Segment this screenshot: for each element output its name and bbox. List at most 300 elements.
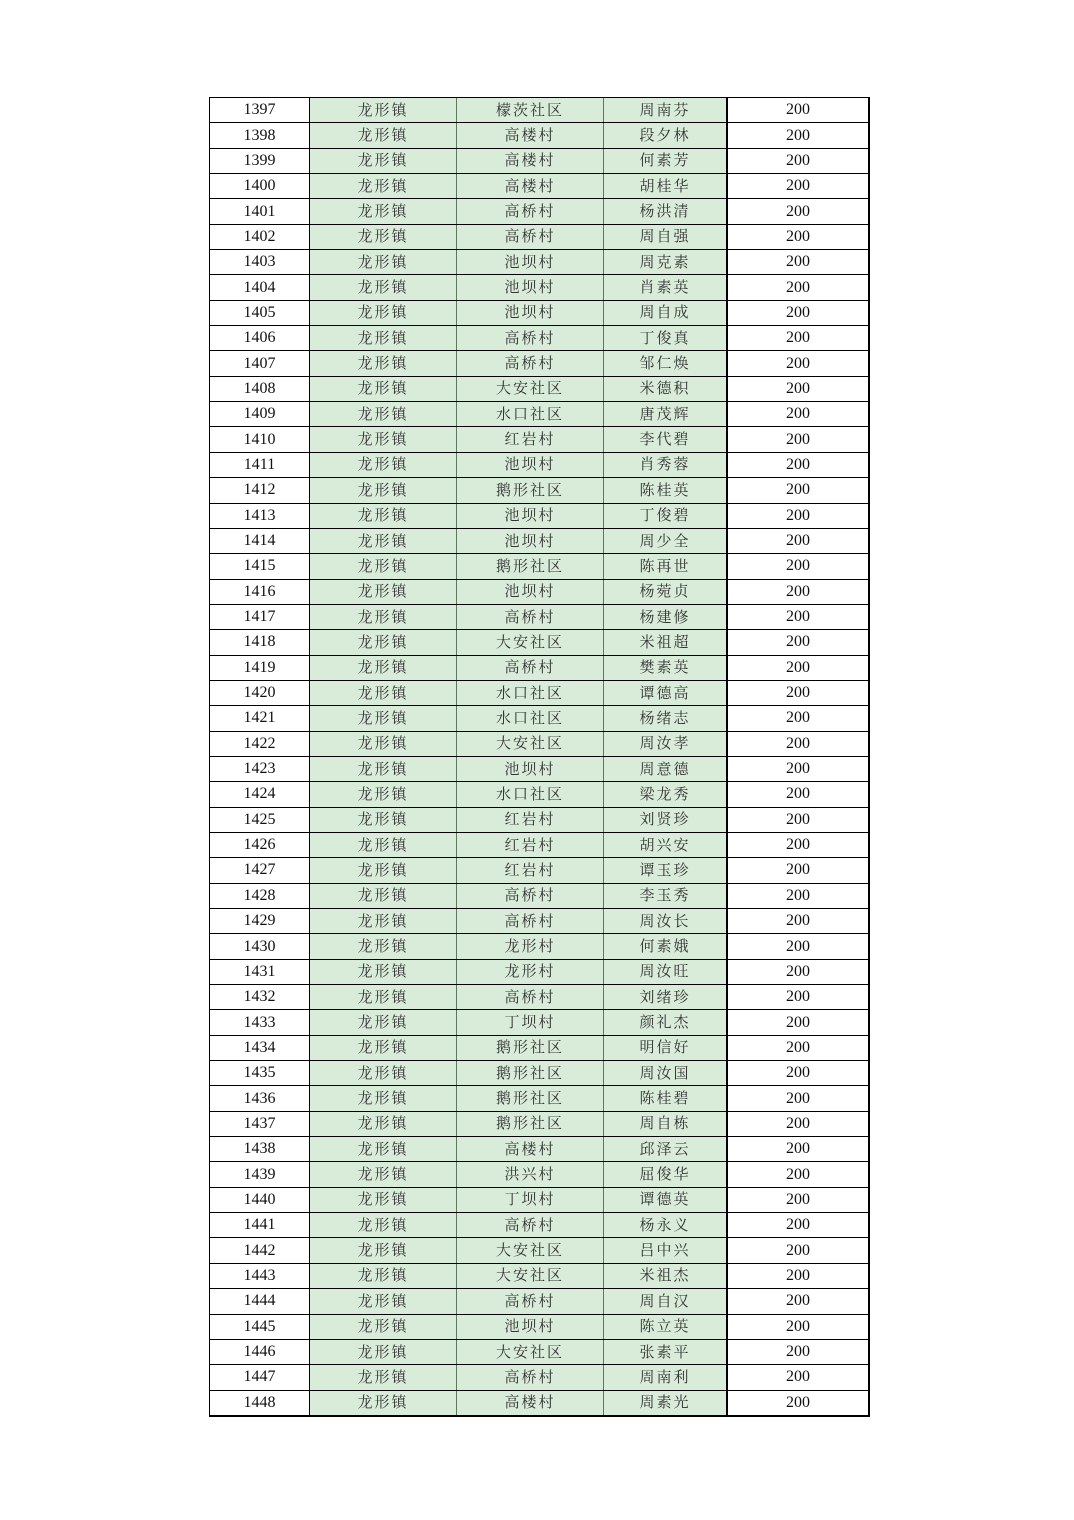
village-cell: 洪兴村 — [457, 1162, 604, 1187]
village-cell: 池坝村 — [457, 452, 604, 477]
person-name-cell: 周汝孝 — [604, 731, 728, 756]
person-name-cell: 米祖超 — [604, 630, 728, 655]
table-row — [210, 326, 870, 351]
seq-cell: 1438 — [210, 1137, 310, 1162]
amount-cell: 200 — [727, 554, 869, 579]
seq-cell: 1414 — [210, 528, 310, 553]
table-row — [210, 731, 870, 756]
person-name-cell: 周汝国 — [604, 1061, 728, 1086]
town-cell: 龙形镇 — [310, 123, 457, 148]
seq-cell: 1447 — [210, 1365, 310, 1390]
town-cell: 龙形镇 — [310, 1365, 457, 1390]
amount-cell: 200 — [727, 1339, 869, 1364]
seq-cell: 1421 — [210, 706, 310, 731]
table-row — [210, 250, 870, 275]
village-cell: 池坝村 — [457, 756, 604, 781]
seq-cell: 1401 — [210, 199, 310, 224]
town-cell: 龙形镇 — [310, 1086, 457, 1111]
person-name-cell: 米祖杰 — [604, 1263, 728, 1288]
amount-cell: 200 — [727, 731, 869, 756]
table-row — [210, 402, 870, 427]
person-name-cell: 肖秀蓉 — [604, 452, 728, 477]
person-name-cell: 谭德英 — [604, 1187, 728, 1212]
seq-cell: 1405 — [210, 300, 310, 325]
town-cell: 龙形镇 — [310, 655, 457, 680]
person-name-cell: 梁龙秀 — [604, 782, 728, 807]
seq-cell: 1444 — [210, 1289, 310, 1314]
person-name-cell: 米德积 — [604, 376, 728, 401]
seq-cell: 1426 — [210, 832, 310, 857]
town-cell: 龙形镇 — [310, 250, 457, 275]
table-row — [210, 174, 870, 199]
table-row — [210, 1365, 870, 1390]
table-row — [210, 300, 870, 325]
person-name-cell: 丁俊真 — [604, 326, 728, 351]
town-cell: 龙形镇 — [310, 148, 457, 173]
person-name-cell: 何素娥 — [604, 934, 728, 959]
amount-cell: 200 — [727, 1263, 869, 1288]
town-cell: 龙形镇 — [310, 503, 457, 528]
person-name-cell: 谭德高 — [604, 680, 728, 705]
village-cell: 池坝村 — [457, 300, 604, 325]
table-row — [210, 934, 870, 959]
seq-cell: 1437 — [210, 1111, 310, 1136]
table-row — [210, 1035, 870, 1060]
town-cell: 龙形镇 — [310, 1162, 457, 1187]
town-cell: 龙形镇 — [310, 782, 457, 807]
seq-cell: 1441 — [210, 1213, 310, 1238]
amount-cell: 200 — [727, 807, 869, 832]
table-row — [210, 528, 870, 553]
person-name-cell: 陈桂碧 — [604, 1086, 728, 1111]
person-name-cell: 周汝长 — [604, 909, 728, 934]
amount-cell: 200 — [727, 1111, 869, 1136]
village-cell: 池坝村 — [457, 250, 604, 275]
village-cell: 大安社区 — [457, 731, 604, 756]
amount-cell: 200 — [727, 275, 869, 300]
village-cell: 水口社区 — [457, 680, 604, 705]
table-row — [210, 1213, 870, 1238]
person-name-cell: 丁俊碧 — [604, 503, 728, 528]
amount-cell: 200 — [727, 224, 869, 249]
village-cell: 高桥村 — [457, 604, 604, 629]
village-cell: 鹅形社区 — [457, 1035, 604, 1060]
town-cell: 龙形镇 — [310, 478, 457, 503]
seq-cell: 1399 — [210, 148, 310, 173]
seq-cell: 1403 — [210, 250, 310, 275]
amount-cell: 200 — [727, 199, 869, 224]
person-name-cell: 肖素英 — [604, 275, 728, 300]
table-row — [210, 858, 870, 883]
seq-cell: 1428 — [210, 883, 310, 908]
table-row — [210, 1339, 870, 1364]
seq-cell: 1430 — [210, 934, 310, 959]
village-cell: 红岩村 — [457, 427, 604, 452]
table-row — [210, 1061, 870, 1086]
amount-cell: 200 — [727, 98, 869, 123]
town-cell: 龙形镇 — [310, 985, 457, 1010]
table-row — [210, 579, 870, 604]
person-name-cell: 吕中兴 — [604, 1238, 728, 1263]
seq-cell: 1422 — [210, 731, 310, 756]
town-cell: 龙形镇 — [310, 1339, 457, 1364]
table-row — [210, 427, 870, 452]
amount-cell: 200 — [727, 300, 869, 325]
amount-cell: 200 — [727, 1010, 869, 1035]
person-name-cell: 杨绪志 — [604, 706, 728, 731]
amount-cell: 200 — [727, 326, 869, 351]
seq-cell: 1402 — [210, 224, 310, 249]
seq-cell: 1411 — [210, 452, 310, 477]
village-cell: 大安社区 — [457, 630, 604, 655]
town-cell: 龙形镇 — [310, 909, 457, 934]
person-name-cell: 周少全 — [604, 528, 728, 553]
seq-cell: 1445 — [210, 1314, 310, 1339]
amount-cell: 200 — [727, 1035, 869, 1060]
village-cell: 高楼村 — [457, 1390, 604, 1416]
person-name-cell: 周南利 — [604, 1365, 728, 1390]
town-cell: 龙形镇 — [310, 452, 457, 477]
amount-cell: 200 — [727, 376, 869, 401]
table-row — [210, 782, 870, 807]
amount-cell: 200 — [727, 909, 869, 934]
seq-cell: 1410 — [210, 427, 310, 452]
table-row — [210, 1086, 870, 1111]
seq-cell: 1419 — [210, 655, 310, 680]
table-row — [210, 1238, 870, 1263]
village-cell: 池坝村 — [457, 275, 604, 300]
person-name-cell: 樊素英 — [604, 655, 728, 680]
table-row — [210, 275, 870, 300]
seq-cell: 1432 — [210, 985, 310, 1010]
person-name-cell: 周自成 — [604, 300, 728, 325]
seq-cell: 1409 — [210, 402, 310, 427]
seq-cell: 1434 — [210, 1035, 310, 1060]
person-name-cell: 周意德 — [604, 756, 728, 781]
town-cell: 龙形镇 — [310, 376, 457, 401]
village-cell: 高楼村 — [457, 1137, 604, 1162]
table-row — [210, 1314, 870, 1339]
village-cell: 大安社区 — [457, 1263, 604, 1288]
table-row — [210, 1187, 870, 1212]
village-cell: 龙形村 — [457, 959, 604, 984]
table-row — [210, 1137, 870, 1162]
amount-cell: 200 — [727, 1187, 869, 1212]
person-name-cell: 邱泽云 — [604, 1137, 728, 1162]
amount-cell: 200 — [727, 402, 869, 427]
amount-cell: 200 — [727, 1314, 869, 1339]
village-cell: 鹅形社区 — [457, 554, 604, 579]
person-name-cell: 李代碧 — [604, 427, 728, 452]
amount-cell: 200 — [727, 123, 869, 148]
amount-cell: 200 — [727, 1238, 869, 1263]
town-cell: 龙形镇 — [310, 1187, 457, 1212]
village-cell: 池坝村 — [457, 579, 604, 604]
table-row — [210, 1390, 870, 1416]
village-cell: 大安社区 — [457, 376, 604, 401]
amount-cell: 200 — [727, 604, 869, 629]
seq-cell: 1427 — [210, 858, 310, 883]
amount-cell: 200 — [727, 1289, 869, 1314]
village-cell: 鹅形社区 — [457, 1111, 604, 1136]
town-cell: 龙形镇 — [310, 351, 457, 376]
roster-table-body — [210, 98, 870, 1416]
village-cell: 高桥村 — [457, 326, 604, 351]
village-cell: 大安社区 — [457, 1238, 604, 1263]
town-cell: 龙形镇 — [310, 174, 457, 199]
village-cell: 檬茨社区 — [457, 98, 604, 123]
town-cell: 龙形镇 — [310, 199, 457, 224]
village-cell: 高楼村 — [457, 174, 604, 199]
person-name-cell: 明信好 — [604, 1035, 728, 1060]
seq-cell: 1429 — [210, 909, 310, 934]
table-row — [210, 148, 870, 173]
person-name-cell: 胡兴安 — [604, 832, 728, 857]
table-row — [210, 1162, 870, 1187]
village-cell: 高桥村 — [457, 224, 604, 249]
table-row — [210, 1010, 870, 1035]
town-cell: 龙形镇 — [310, 680, 457, 705]
person-name-cell: 颜礼杰 — [604, 1010, 728, 1035]
person-name-cell: 周素光 — [604, 1390, 728, 1416]
village-cell: 高楼村 — [457, 123, 604, 148]
seq-cell: 1440 — [210, 1187, 310, 1212]
person-name-cell: 杨建修 — [604, 604, 728, 629]
seq-cell: 1418 — [210, 630, 310, 655]
seq-cell: 1448 — [210, 1390, 310, 1416]
person-name-cell: 胡桂华 — [604, 174, 728, 199]
amount-cell: 200 — [727, 1390, 869, 1416]
table-row — [210, 832, 870, 857]
amount-cell: 200 — [727, 174, 869, 199]
person-name-cell: 杨洪清 — [604, 199, 728, 224]
town-cell: 龙形镇 — [310, 1137, 457, 1162]
town-cell: 龙形镇 — [310, 528, 457, 553]
town-cell: 龙形镇 — [310, 98, 457, 123]
table-row — [210, 503, 870, 528]
town-cell: 龙形镇 — [310, 1061, 457, 1086]
village-cell: 水口社区 — [457, 706, 604, 731]
town-cell: 龙形镇 — [310, 427, 457, 452]
person-name-cell: 刘贤珍 — [604, 807, 728, 832]
table-row — [210, 1289, 870, 1314]
amount-cell: 200 — [727, 579, 869, 604]
amount-cell: 200 — [727, 782, 869, 807]
table-row — [210, 1263, 870, 1288]
person-name-cell: 陈再世 — [604, 554, 728, 579]
town-cell: 龙形镇 — [310, 1289, 457, 1314]
amount-cell: 200 — [727, 1086, 869, 1111]
village-cell: 鹅形社区 — [457, 478, 604, 503]
village-cell: 高桥村 — [457, 1213, 604, 1238]
town-cell: 龙形镇 — [310, 1010, 457, 1035]
person-name-cell: 周汝旺 — [604, 959, 728, 984]
amount-cell: 200 — [727, 858, 869, 883]
village-cell: 高桥村 — [457, 655, 604, 680]
town-cell: 龙形镇 — [310, 959, 457, 984]
seq-cell: 1404 — [210, 275, 310, 300]
town-cell: 龙形镇 — [310, 832, 457, 857]
table-row — [210, 604, 870, 629]
amount-cell: 200 — [727, 680, 869, 705]
amount-cell: 200 — [727, 1061, 869, 1086]
amount-cell: 200 — [727, 832, 869, 857]
village-cell: 高桥村 — [457, 1289, 604, 1314]
seq-cell: 1415 — [210, 554, 310, 579]
person-name-cell: 周克素 — [604, 250, 728, 275]
town-cell: 龙形镇 — [310, 630, 457, 655]
seq-cell: 1436 — [210, 1086, 310, 1111]
seq-cell: 1397 — [210, 98, 310, 123]
amount-cell: 200 — [727, 478, 869, 503]
person-name-cell: 李玉秀 — [604, 883, 728, 908]
seq-cell: 1443 — [210, 1263, 310, 1288]
amount-cell: 200 — [727, 1162, 869, 1187]
amount-cell: 200 — [727, 1137, 869, 1162]
village-cell: 大安社区 — [457, 1339, 604, 1364]
village-cell: 鹅形社区 — [457, 1086, 604, 1111]
person-name-cell: 屈俊华 — [604, 1162, 728, 1187]
seq-cell: 1420 — [210, 680, 310, 705]
seq-cell: 1400 — [210, 174, 310, 199]
village-cell: 丁坝村 — [457, 1010, 604, 1035]
seq-cell: 1442 — [210, 1238, 310, 1263]
amount-cell: 200 — [727, 959, 869, 984]
amount-cell: 200 — [727, 630, 869, 655]
seq-cell: 1433 — [210, 1010, 310, 1035]
village-cell: 鹅形社区 — [457, 1061, 604, 1086]
amount-cell: 200 — [727, 1365, 869, 1390]
seq-cell: 1412 — [210, 478, 310, 503]
town-cell: 龙形镇 — [310, 275, 457, 300]
town-cell: 龙形镇 — [310, 1213, 457, 1238]
village-cell: 红岩村 — [457, 858, 604, 883]
amount-cell: 200 — [727, 706, 869, 731]
amount-cell: 200 — [727, 250, 869, 275]
seq-cell: 1398 — [210, 123, 310, 148]
village-cell: 高桥村 — [457, 199, 604, 224]
town-cell: 龙形镇 — [310, 756, 457, 781]
town-cell: 龙形镇 — [310, 858, 457, 883]
table-row — [210, 706, 870, 731]
table-row — [210, 680, 870, 705]
amount-cell: 200 — [727, 148, 869, 173]
village-cell: 水口社区 — [457, 782, 604, 807]
table-row — [210, 655, 870, 680]
table-row — [210, 959, 870, 984]
town-cell: 龙形镇 — [310, 300, 457, 325]
amount-cell: 200 — [727, 655, 869, 680]
seq-cell: 1406 — [210, 326, 310, 351]
amount-cell: 200 — [727, 427, 869, 452]
person-name-cell: 陈立英 — [604, 1314, 728, 1339]
town-cell: 龙形镇 — [310, 554, 457, 579]
person-name-cell: 杨菀贞 — [604, 579, 728, 604]
seq-cell: 1417 — [210, 604, 310, 629]
village-cell: 红岩村 — [457, 832, 604, 857]
person-name-cell: 陈桂英 — [604, 478, 728, 503]
table-row — [210, 630, 870, 655]
town-cell: 龙形镇 — [310, 706, 457, 731]
town-cell: 龙形镇 — [310, 326, 457, 351]
table-row — [210, 98, 870, 123]
seq-cell: 1416 — [210, 579, 310, 604]
town-cell: 龙形镇 — [310, 224, 457, 249]
seq-cell: 1423 — [210, 756, 310, 781]
village-cell: 高桥村 — [457, 985, 604, 1010]
village-cell: 池坝村 — [457, 1314, 604, 1339]
amount-cell: 200 — [727, 1213, 869, 1238]
town-cell: 龙形镇 — [310, 883, 457, 908]
village-cell: 龙形村 — [457, 934, 604, 959]
town-cell: 龙形镇 — [310, 731, 457, 756]
subsidy-roster-table — [209, 97, 870, 1417]
town-cell: 龙形镇 — [310, 402, 457, 427]
town-cell: 龙形镇 — [310, 1035, 457, 1060]
town-cell: 龙形镇 — [310, 1238, 457, 1263]
person-name-cell: 段夕林 — [604, 123, 728, 148]
person-name-cell: 杨永义 — [604, 1213, 728, 1238]
seq-cell: 1439 — [210, 1162, 310, 1187]
town-cell: 龙形镇 — [310, 1314, 457, 1339]
amount-cell: 200 — [727, 528, 869, 553]
town-cell: 龙形镇 — [310, 807, 457, 832]
table-row — [210, 883, 870, 908]
table-row — [210, 478, 870, 503]
village-cell: 高桥村 — [457, 883, 604, 908]
amount-cell: 200 — [727, 934, 869, 959]
seq-cell: 1425 — [210, 807, 310, 832]
table-row — [210, 554, 870, 579]
table-row — [210, 909, 870, 934]
seq-cell: 1407 — [210, 351, 310, 376]
town-cell: 龙形镇 — [310, 1111, 457, 1136]
table-row — [210, 376, 870, 401]
village-cell: 高桥村 — [457, 351, 604, 376]
person-name-cell: 周自强 — [604, 224, 728, 249]
village-cell: 红岩村 — [457, 807, 604, 832]
village-cell: 池坝村 — [457, 528, 604, 553]
amount-cell: 200 — [727, 883, 869, 908]
town-cell: 龙形镇 — [310, 579, 457, 604]
table-row — [210, 807, 870, 832]
person-name-cell: 邹仁焕 — [604, 351, 728, 376]
amount-cell: 200 — [727, 351, 869, 376]
table-row — [210, 452, 870, 477]
table-row — [210, 351, 870, 376]
amount-cell: 200 — [727, 452, 869, 477]
person-name-cell: 周南芬 — [604, 98, 728, 123]
person-name-cell: 周自汉 — [604, 1289, 728, 1314]
person-name-cell: 刘绪珍 — [604, 985, 728, 1010]
town-cell: 龙形镇 — [310, 1390, 457, 1416]
person-name-cell: 周自栋 — [604, 1111, 728, 1136]
amount-cell: 200 — [727, 756, 869, 781]
person-name-cell: 张素平 — [604, 1339, 728, 1364]
village-cell: 高桥村 — [457, 909, 604, 934]
table-row — [210, 985, 870, 1010]
seq-cell: 1408 — [210, 376, 310, 401]
village-cell: 高桥村 — [457, 1365, 604, 1390]
table-row — [210, 224, 870, 249]
village-cell: 丁坝村 — [457, 1187, 604, 1212]
town-cell: 龙形镇 — [310, 1263, 457, 1288]
person-name-cell: 谭玉珍 — [604, 858, 728, 883]
town-cell: 龙形镇 — [310, 934, 457, 959]
seq-cell: 1446 — [210, 1339, 310, 1364]
table-row — [210, 199, 870, 224]
table-row — [210, 123, 870, 148]
